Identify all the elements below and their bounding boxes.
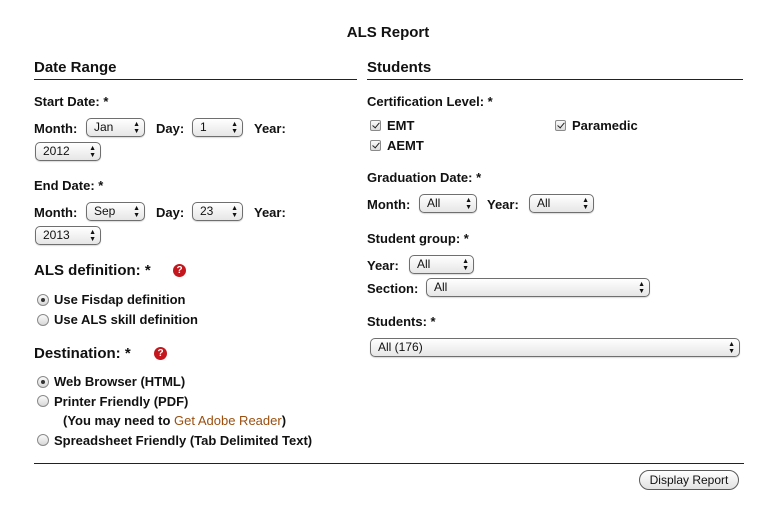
section-select[interactable] [426,278,650,297]
end-day-value: 23 [200,204,214,218]
date-range-heading: Date Range [34,59,357,80]
grad-month-label: Month: [367,197,411,212]
als-fisdap-radio[interactable] [37,294,49,306]
get-adobe-reader-link[interactable]: Get Adobe Reader [174,413,282,428]
select-arrows-icon: ▲ ▼ [638,280,645,295]
select-arrows-icon: ▲ ▼ [89,228,96,243]
grad-month-value: All [427,196,441,210]
dest-pdf-radio[interactable] [37,395,49,407]
section-label: Section: [367,281,419,296]
cert-emt-checkbox[interactable] [370,120,381,131]
dest-spreadsheet-label[interactable]: Spreadsheet Friendly (Tab Delimited Text) [54,433,313,448]
select-arrows-icon: ▲ ▼ [582,196,589,211]
students-heading: Students [367,59,743,80]
select-arrows-icon: ▲ ▼ [133,204,140,219]
adobe-note-prefix: (You may need to [63,413,174,428]
start-year-label: Year: [254,121,286,136]
adobe-note-suffix: ) [281,413,287,428]
certification-level-label: Certification Level: * [367,94,493,109]
dest-pdf-label[interactable]: Printer Friendly (PDF) [54,394,189,409]
graduation-date-label: Graduation Date: * [367,170,482,185]
select-arrows-icon: ▲ ▼ [728,340,735,355]
select-arrows-icon: ▲ ▼ [231,120,238,135]
dest-html-label[interactable]: Web Browser (HTML) [54,374,186,389]
section-value: All [434,280,448,294]
destination-heading: Destination: * [34,345,131,362]
end-day-label: Day: [156,205,185,220]
group-year-label: Year: [367,258,399,273]
grad-month-select[interactable] [419,194,477,213]
select-arrows-icon: ▲ ▼ [89,144,96,159]
end-month-select[interactable] [86,202,145,221]
end-date-label: End Date: * [34,178,104,193]
cert-emt-label[interactable]: EMT [387,118,415,133]
bottom-divider [34,463,744,464]
page-title: ALS Report [346,24,430,41]
group-year-value: All [417,257,431,271]
students-value: All (176) [378,340,423,354]
als-skill-label[interactable]: Use ALS skill definition [54,312,198,327]
cert-paramedic-checkbox[interactable] [555,120,566,131]
start-day-label: Day: [156,121,185,136]
students-label: Students: * [367,314,436,329]
end-day-select[interactable] [192,202,243,221]
end-year-select[interactable] [35,226,101,245]
start-day-select[interactable] [192,118,243,137]
select-arrows-icon: ▲ ▼ [462,257,469,272]
display-report-button[interactable]: Display Report [639,470,739,490]
end-month-value: Sep [94,204,116,218]
adobe-note [63,413,286,428]
end-year-label: Year: [254,205,286,220]
cert-aemt-label[interactable]: AEMT [387,138,424,153]
start-day-value: 1 [200,120,207,134]
group-year-select[interactable] [409,255,474,274]
als-definition-heading: ALS definition: * [34,262,151,279]
als-fisdap-label[interactable]: Use Fisdap definition [54,292,186,307]
start-month-label: Month: [34,121,78,136]
select-arrows-icon: ▲ ▼ [133,120,140,135]
grad-year-select[interactable] [529,194,594,213]
grad-year-label: Year: [487,197,519,212]
start-year-select[interactable] [35,142,101,161]
help-icon[interactable]: ? [173,264,186,277]
grad-year-value: All [537,196,551,210]
cert-paramedic-label[interactable]: Paramedic [572,118,638,133]
end-year-value: 2013 [43,228,70,242]
select-arrows-icon: ▲ ▼ [231,204,238,219]
dest-spreadsheet-radio[interactable] [37,434,49,446]
end-month-label: Month: [34,205,78,220]
dest-html-radio[interactable] [37,376,49,388]
start-year-value: 2012 [43,144,70,158]
select-arrows-icon: ▲ ▼ [465,196,472,211]
cert-aemt-checkbox[interactable] [370,140,381,151]
start-date-label: Start Date: * [34,94,109,109]
students-select[interactable] [370,338,740,357]
student-group-label: Student group: * [367,231,469,246]
start-month-value: Jan [94,120,114,134]
start-month-select[interactable] [86,118,145,137]
als-skill-radio[interactable] [37,314,49,326]
help-icon[interactable]: ? [154,347,167,360]
